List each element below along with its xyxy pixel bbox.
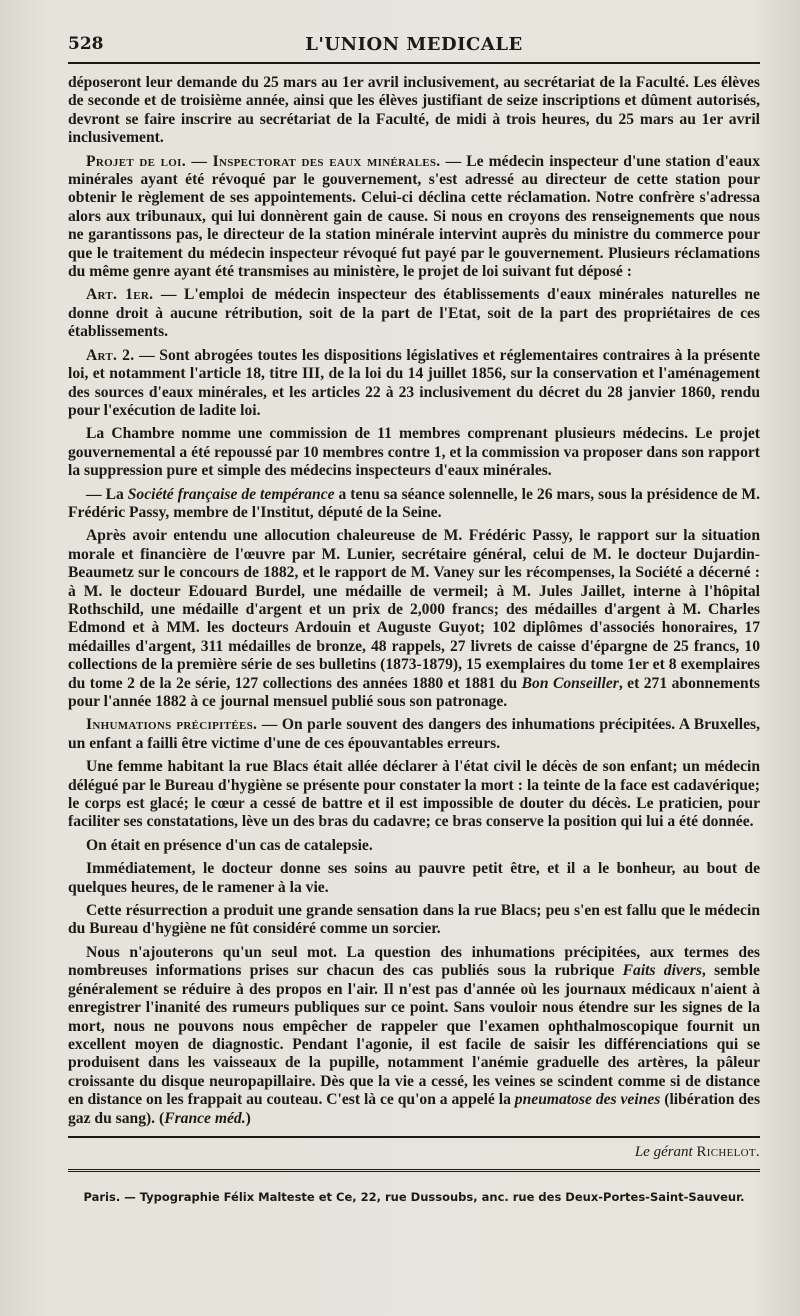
printer-imprint: Paris. — Typographie Félix Malteste et Ce, 22, rue Dussoubs, anc. rue des Deux-Portes-Saint-Sauveur. bbox=[83, 1189, 745, 1204]
signature bbox=[68, 1144, 760, 1161]
paragraph-immediatement: Immédiatement, le docteur donne ses soins au pauvre petit être, et il a le bonheur, au bout de quelques heures, de le ramener à la vie. bbox=[68, 860, 760, 896]
footer-rule bbox=[68, 1169, 760, 1182]
conclusion-text-d: ) bbox=[245, 1109, 251, 1127]
section-heading-projet-de-loi: Projet de loi. — Inspectorat des eaux minérales. bbox=[86, 152, 441, 170]
page-header bbox=[68, 28, 760, 62]
paragraph-inscriptions: déposeront leur demande du 25 mars au 1er avril inclusivement, au secrétariat de la Faculté. Les élèves de seconde et de troisième année, ainsi que les élèves justifiant de seize inscriptions et dûment autorisés, devront se faire inscrire au secrétariat de la Faculté, de midi à trois heures, du 25 mars au 1er avril inclusivement. bbox=[68, 74, 760, 147]
source-citation: France méd. bbox=[164, 1109, 246, 1127]
article-1-heading: Art. 1er. bbox=[86, 286, 154, 304]
conclusion-text-a: Nous n'ajouterons qu'un seul mot. La question des inhumations précipitées, aux termes des nombreuses informations prises sur chacun des cas publiés sous la rubrique bbox=[68, 943, 760, 980]
paragraph-conclusion bbox=[68, 944, 760, 1128]
header-rule bbox=[68, 62, 760, 64]
bon-conseiller-title: Bon Conseiller bbox=[521, 674, 619, 692]
societe-name: Société française de tempérance bbox=[127, 485, 335, 503]
paragraph-recompenses bbox=[68, 527, 760, 711]
article-2-heading: Art. 2. bbox=[86, 346, 135, 364]
conclusion-text-b: , semble généralement se réduire à des propos en l'air. Il n'est pas d'année où les journaux médicaux n'aient à enregistrer l'inanité des rumeurs publiques sur ce point. Sans vouloir nous étendre sur les signes de la mort, nous ne pouvons nous empêcher de rappeler que l'examen ophthalmoscopique fournit un excellent moyen de diagnostic. Pendant l'agonie, il est facile de saisir les différenciations qui se produisent dans les vaisseaux de la pupille, notamment l'anémie graduelle des artères, la pâleur croissante du disque neuropapillaire. Dès que la vie a cessé, les veines se scindent comme si de distance en distance on les frappait au couteau. C'est là ce qu'on a appelé la bbox=[68, 962, 760, 1109]
paragraph-chambre: La Chambre nomme une commission de 11 membres comprenant plusieurs médecins. Le projet gouvernemental a été repoussé par 10 membres contre 1, et la commission va proposer dans son rapport la suppression pure et simple des médecins inspecteurs d'eaux minérales. bbox=[68, 425, 760, 480]
societe-lead: — La bbox=[86, 485, 128, 503]
projet-text: — Le médecin inspecteur d'une station d'eaux minérales ayant été révoqué par le gouvernement, s'est adressé au directeur de cette station pour obtenir le règlement de ses appointements. Celui-ci déclina cette réclamation. Notre confrère s'adressa alors aux tribunaux, qui lui donnèrent gain de cause. Si nous en croyons des renseignements que nous ne garantissons pas, le directeur de la station minérale intervint auprès du ministre du commerce pour que le traitement du médecin inspecteur révoqué fut payé par le gouvernement. Plusieurs réclamations du même genre ayant été transmises au ministère, le projet de loi suivant fut déposé : bbox=[68, 152, 760, 281]
article-2-text: — Sont abrogées toutes les dispositions législatives et réglementaires contraires à la présente loi, et notamment l'article 18, titre III, de la loi du 14 juillet 1856, sur la conservation et l'aménagement des sources d'eaux minérales, et les articles 22 à 23 inclusivement du décret du 28 janvier 1860, rendu pour l'exécution de ladite loi. bbox=[68, 346, 760, 419]
paragraph-inhumations bbox=[68, 716, 760, 753]
paragraph-projet-de-loi bbox=[68, 153, 760, 282]
conclusion-text-c: (libération des gaz du sang). ( bbox=[68, 1091, 761, 1127]
paragraph-resurrection: Cette résurrection a produit une grande sensation dans la rue Blacs; peu s'en est fallu que le médecin du Bureau d'hygiène ne fût considéré comme un sorcier. bbox=[68, 902, 760, 938]
journal-title: L'UNION MEDICALE bbox=[305, 34, 523, 55]
paragraph-femme: Une femme habitant la rue Blacs était allée déclarer à l'état civil le décès de son enfant; un médecin délégué par le Bureau d'hygiène se présente pour constater la mort : la teinte de la face est cadavérique; le corps est glacé; le cœur a cessé de battre et il est impossible de douter du décès. Le praticien, pour faciliter ses constatations, lève un des bras du cadavre; ce bras conserve la position qui lui a été donnée. bbox=[68, 758, 760, 831]
article-body bbox=[68, 74, 760, 1128]
paragraph-societe bbox=[68, 486, 760, 523]
faits-divers-rubric: Faits divers bbox=[622, 962, 702, 980]
signature-rule bbox=[68, 1136, 760, 1138]
signature-label: Le gérant bbox=[634, 1143, 693, 1160]
paragraph-article-2 bbox=[68, 347, 760, 421]
article-1-text: — L'emploi de médecin inspecteur des établissements d'eaux minérales naturelles ne donne droit à aucune rétribution, soit de la part de l'Etat, soit de la part des propriétaires de ces établissements. bbox=[68, 286, 760, 341]
recompenses-text-b: , et 271 abonnements pour l'année 1882 à ce journal mensuel publié sous son patronage. bbox=[68, 674, 760, 710]
page-number: 528 bbox=[68, 34, 104, 54]
recompenses-text-a: Après avoir entendu une allocution chaleureuse de M. Frédéric Passy, le rapport sur la situation morale et financière de l'œuvre par M. Lunier, secrétaire général, celui de M. le docteur Dujardin-Beaumetz sur le concours de 1882, et le rapport de M. Vaney sur les récompenses, la Société a décerné : à M. le docteur Edouard Burdel, une médaille de vermeil; à M. Jules Jaillet, interne à l'hôpital Rothschild, une médaille d'argent et un prix de 2,000 francs; des médailles d'argent à M. Charles Edmond et à MM. les docteurs Ardouin et Auguste Guyot; 102 diplômes d'associés honoraires, 17 médailles d'argent, 311 médailles de bronze, 48 rappels, 27 livrets de caisse d'épargne de 25 francs, 10 collections de la première série de ses bulletins (1873-1879), 15 exemplaires du tome 1er et 8 exemplaires du tome 2 de la 2e série, 127 collections des années 1880 et 1881 du bbox=[68, 527, 760, 692]
societe-text: a tenu sa séance solennelle, le 26 mars, sous la présidence de M. Frédéric Passy, membre de l'Institut, député de la Seine. bbox=[68, 485, 760, 521]
paragraph-catalepsie: On était en présence d'un cas de catalepsie. bbox=[86, 836, 373, 854]
section-heading-inhumations: Inhumations précipitées. bbox=[86, 716, 258, 734]
paragraph-article-1 bbox=[68, 286, 760, 341]
inhumations-text: — On parle souvent des dangers des inhumations précipitées. A Bruxelles, un enfant a failli être victime d'une de ces épouvantables erreurs. bbox=[68, 716, 760, 752]
signature-name: Richelot. bbox=[696, 1143, 760, 1160]
pneumatose-term: pneumatose des veines bbox=[514, 1091, 661, 1109]
